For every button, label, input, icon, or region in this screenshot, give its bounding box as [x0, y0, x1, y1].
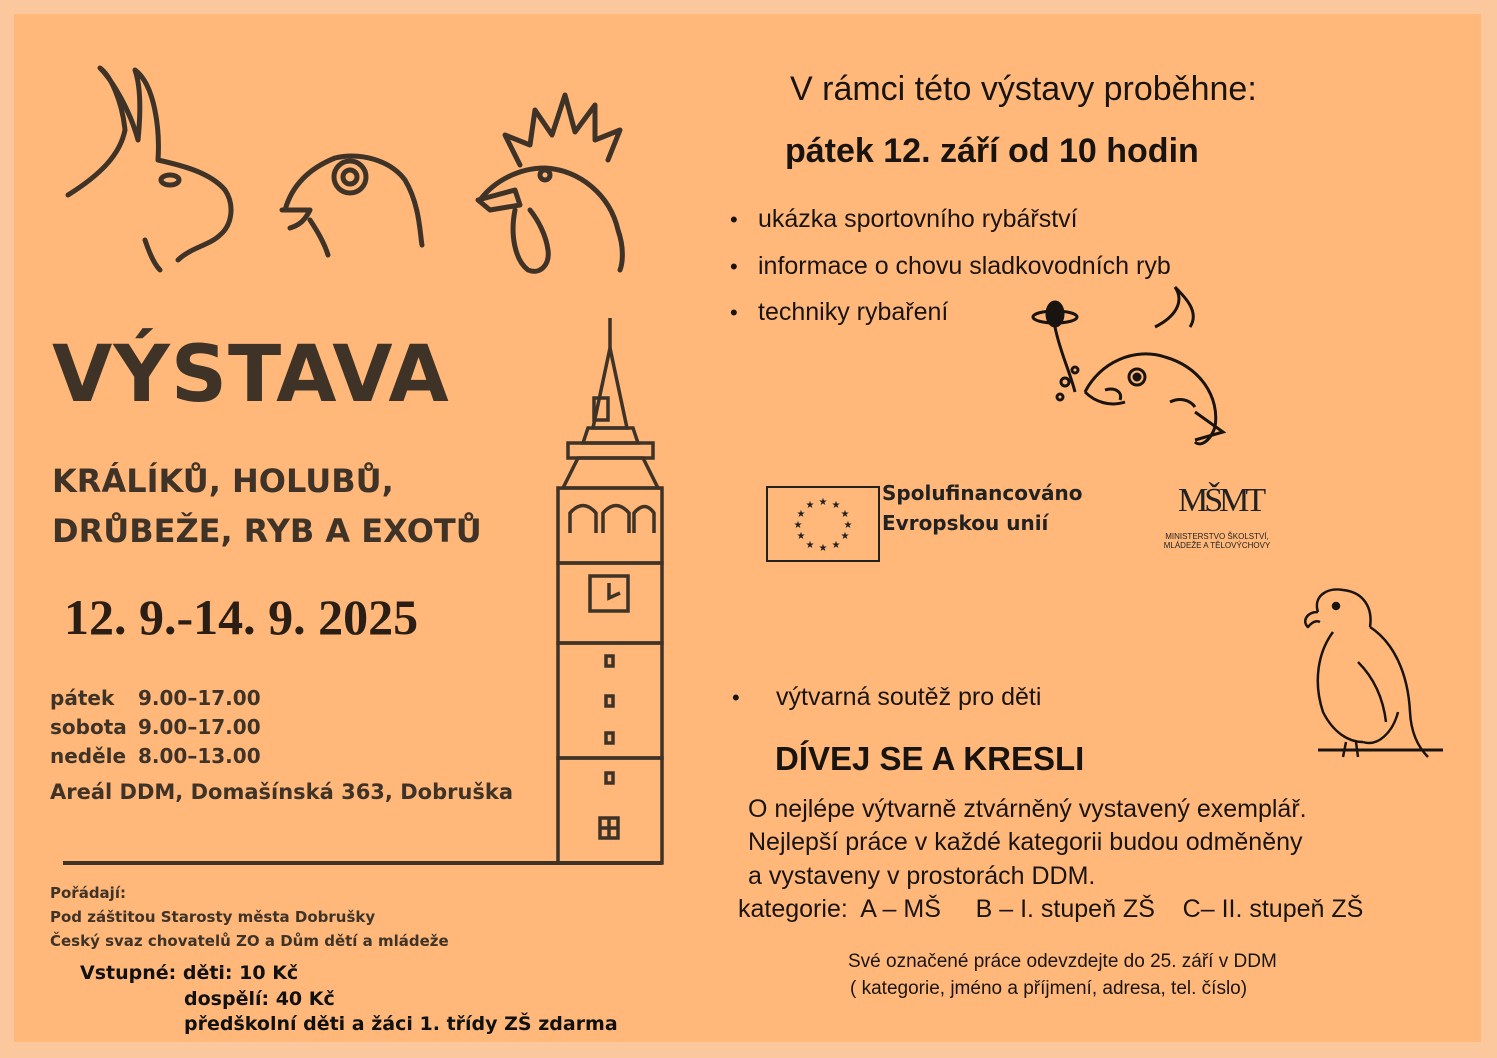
list-item: • výtvarná soutěž pro děti: [732, 683, 1042, 711]
hours-day: pátek: [50, 686, 115, 710]
hours-time: 8.00–13.00: [138, 744, 261, 768]
subtitle-line-1: KRÁLÍKŮ, HOLUBŮ,: [52, 462, 394, 500]
list-item: • informace o chovu sladkovodních ryb: [730, 252, 1171, 280]
eu-flag-icon: [766, 486, 880, 562]
program-heading: V rámci této výstavy proběhne:: [790, 70, 1257, 108]
hours-time: 9.00–17.00: [138, 686, 261, 710]
pigeon-icon: [282, 156, 422, 255]
svg-text:★: ★: [805, 540, 815, 551]
fee-children: Vstupné: děti: 10 Kč: [80, 962, 299, 984]
tower-icon: [48, 318, 678, 868]
organizers-line-2: Český svaz chovatelů ZO a Dům dětí a mládeže: [50, 932, 449, 950]
parrot-icon: [1298, 582, 1448, 772]
eu-cofunded-text: [882, 478, 1122, 538]
svg-text:★: ★: [818, 497, 828, 508]
list-item-label: ukázka sportovního rybářství: [758, 205, 1078, 233]
svg-text:★: ★: [831, 500, 841, 511]
organizers-line-1: Pod záštitou Starosty města Dobrušky: [50, 908, 376, 926]
rooster-icon: [478, 95, 622, 271]
msmt-line-2: MLÁDEŽE A TĚLOVÝCHOVY: [1163, 541, 1271, 550]
contest-title: DÍVEJ SE A KRESLI: [775, 740, 1085, 777]
svg-text:★: ★: [818, 543, 828, 554]
svg-text:★: ★: [796, 509, 806, 520]
msmt-line-1: MINISTERSTVO ŠKOLSTVÍ,: [1165, 532, 1269, 541]
hours-time: 9.00–17.00: [138, 715, 261, 739]
svg-text:★: ★: [840, 509, 850, 520]
fee-adults: dospělí: 40 Kč: [184, 988, 335, 1010]
hours-day: sobota: [50, 715, 127, 739]
submit-line-2: ( kategorie, jméno a příjmení, adresa, tel. číslo): [850, 978, 1248, 999]
hours-day: neděle: [50, 744, 127, 768]
fish-icon: [1025, 282, 1235, 452]
submit-line-1: Své označené práce odevzdejte do 25. září v DDM: [848, 951, 1277, 972]
contest-desc-line-1: O nejlépe výtvarně ztvárněný vystavený exemplář.: [748, 795, 1307, 823]
contest-desc-line-2: Nejlepší práce v každé kategorii budou odměněny: [748, 828, 1303, 856]
contest-categories: kategorie: A – MŠ B – I. stupeň ZŠ C– II. stupeň ZŠ: [738, 895, 1364, 923]
eu-text-line-2: Evropskou unií: [882, 511, 1049, 535]
list-item-label: techniky rybaření: [758, 298, 949, 326]
subtitle-line-2: DRŮBEŽE, RYB A EXOTŮ: [52, 512, 482, 550]
venue-address: Areál DDM, Domašínská 363, Dobruška: [50, 780, 514, 804]
list-item-label: informace o chovu sladkovodních ryb: [758, 252, 1171, 280]
list-item: • ukázka sportovního rybářství: [730, 205, 1078, 233]
svg-text:★: ★: [796, 531, 806, 542]
fee-free: předškolní děti a žáci 1. třídy ZŠ zdarma: [184, 1013, 618, 1035]
animal-heads: [60, 60, 680, 290]
svg-text:★: ★: [843, 520, 853, 531]
svg-text:★: ★: [840, 531, 850, 542]
contest-desc-line-3: a vystaveny v prostorách DDM.: [748, 862, 1096, 890]
list-item-label: výtvarná soutěž pro děti: [776, 683, 1042, 711]
eu-text-line-1: Spolufinancováno: [882, 481, 1083, 505]
svg-text:★: ★: [793, 520, 803, 531]
program-date: pátek 12. září od 10 hodin: [785, 132, 1199, 170]
rabbit-icon: [68, 68, 231, 270]
msmt-logo: MŠMT: [1178, 482, 1263, 519]
list-item: • techniky rybaření: [730, 298, 949, 326]
exhibition-dates: 12. 9.-14. 9. 2025: [64, 589, 419, 645]
msmt-caption: [1132, 532, 1302, 550]
organizers-label: Pořádají:: [50, 884, 126, 902]
page-title: VÝSTAVA: [52, 330, 450, 420]
svg-text:★: ★: [805, 500, 815, 511]
svg-text:★: ★: [831, 540, 841, 551]
